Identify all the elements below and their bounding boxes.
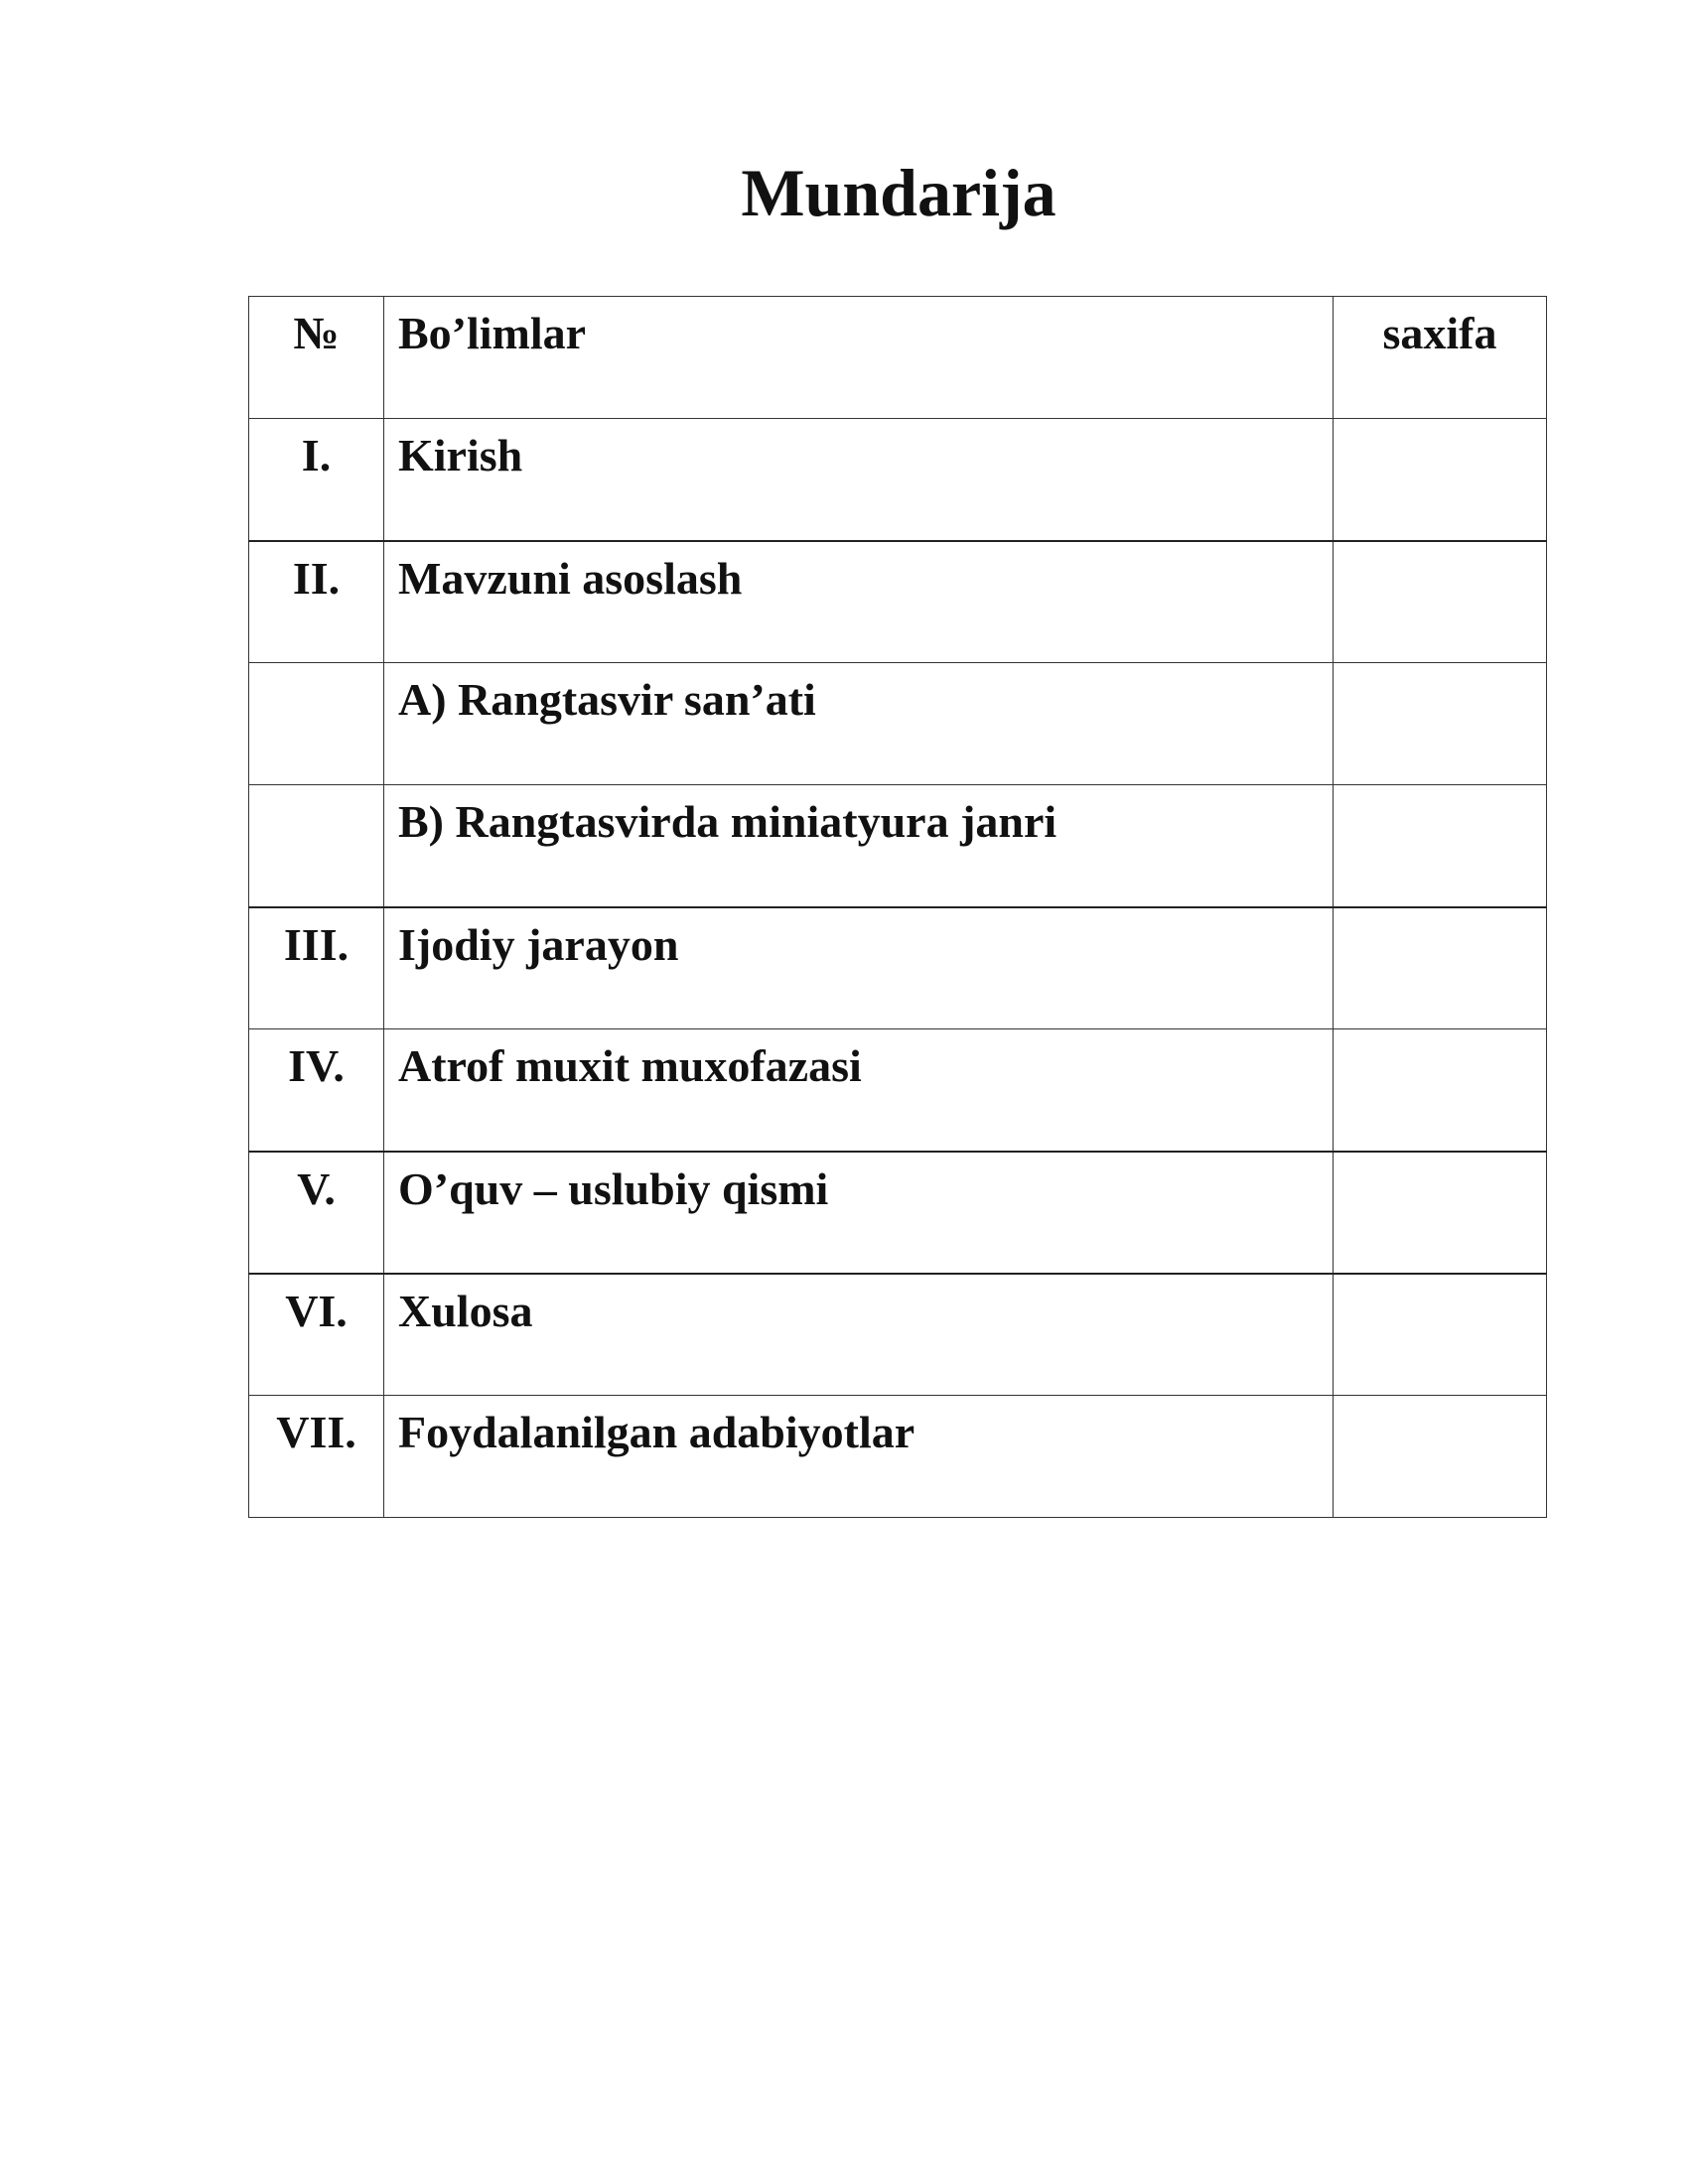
table-header-row xyxy=(249,297,1547,419)
row-number: II. xyxy=(249,541,384,663)
row-page xyxy=(1334,1396,1547,1518)
row-number: III. xyxy=(249,907,384,1029)
header-number: № xyxy=(249,297,384,419)
row-number xyxy=(249,663,384,785)
row-title: Kirish xyxy=(384,419,1334,541)
table-row xyxy=(249,785,1547,907)
table-row xyxy=(249,663,1547,785)
row-title: Mavzuni asoslash xyxy=(384,541,1334,663)
row-number: VI. xyxy=(249,1274,384,1396)
page-title: Mundarija xyxy=(741,155,1056,230)
row-number: V. xyxy=(249,1152,384,1274)
table-row xyxy=(249,1396,1547,1518)
row-page xyxy=(1334,907,1547,1029)
header-sections: Bo’limlar xyxy=(384,297,1334,419)
row-number xyxy=(249,785,384,907)
table-of-contents xyxy=(248,296,1547,1518)
row-page xyxy=(1334,541,1547,663)
row-page xyxy=(1334,419,1547,541)
row-title: Ijodiy jarayon xyxy=(384,907,1334,1029)
table-row xyxy=(249,541,1547,663)
row-number: I. xyxy=(249,419,384,541)
row-page xyxy=(1334,663,1547,785)
row-title: A) Rangtasvir san’ati xyxy=(384,663,1334,785)
row-title: B) Rangtasvirda miniatyura janri xyxy=(384,785,1334,907)
row-title: O’quv – uslubiy qismi xyxy=(384,1152,1334,1274)
table-row xyxy=(249,1152,1547,1274)
table-row xyxy=(249,907,1547,1029)
table-row xyxy=(249,419,1547,541)
row-page xyxy=(1334,1029,1547,1152)
row-page xyxy=(1334,1152,1547,1274)
row-title: Xulosa xyxy=(384,1274,1334,1396)
header-page: saxifa xyxy=(1334,297,1547,419)
row-title: Foydalanilgan adabiyotlar xyxy=(384,1396,1334,1518)
row-number: IV. xyxy=(249,1029,384,1152)
row-number: VII. xyxy=(249,1396,384,1518)
table-row xyxy=(249,1274,1547,1396)
table-row xyxy=(249,1029,1547,1152)
row-page xyxy=(1334,1274,1547,1396)
row-page xyxy=(1334,785,1547,907)
row-title: Atrof muxit muxofazasi xyxy=(384,1029,1334,1152)
